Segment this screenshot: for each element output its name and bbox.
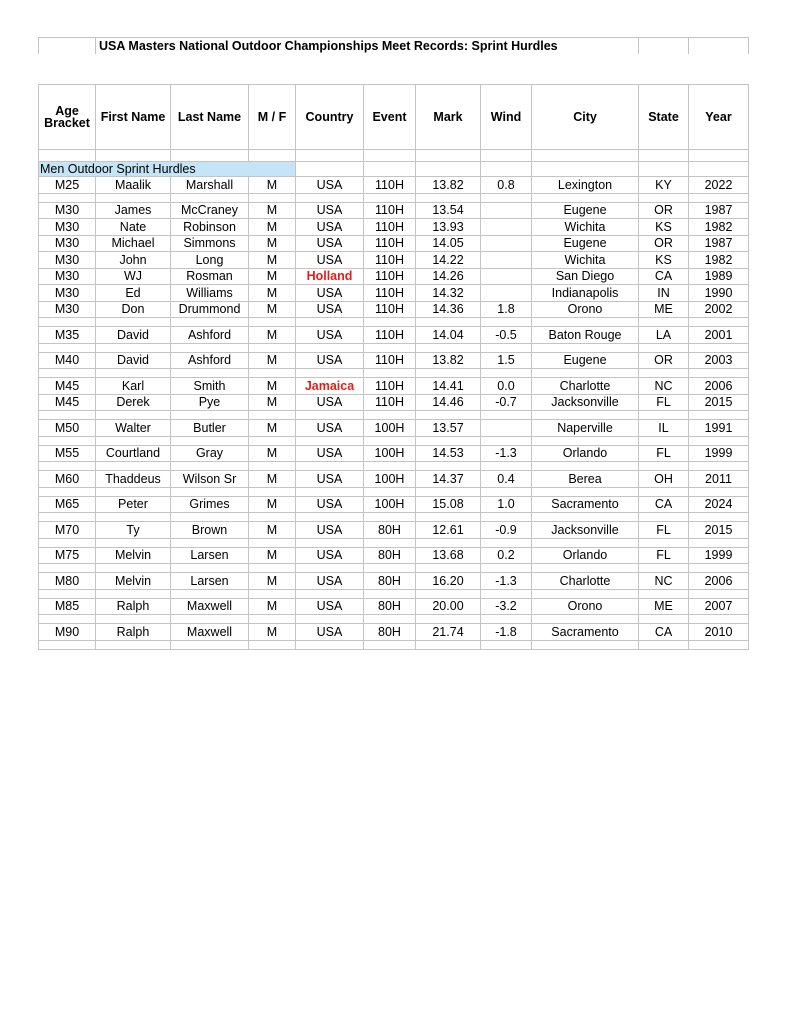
cell-wind: 1.8: [481, 301, 532, 318]
cell-first-name: Maalik: [96, 177, 171, 194]
cell-age-bracket: M30: [39, 301, 96, 318]
cell-state: FL: [639, 522, 689, 539]
record-row: [39, 547, 749, 564]
record-row: [39, 394, 749, 411]
cell-year: 1991: [689, 420, 749, 437]
cell-age-bracket: M65: [39, 496, 96, 513]
cell-country: USA: [296, 252, 364, 269]
cell-wind: 1.5: [481, 352, 532, 369]
cell-gender: M: [249, 252, 296, 269]
spacer-row: [39, 564, 749, 573]
cell-gender: M: [249, 394, 296, 411]
cell-gender: M: [249, 177, 296, 194]
cell-last-name: Brown: [171, 522, 249, 539]
cell-city: Eugene: [532, 202, 639, 219]
cell-wind: -0.7: [481, 394, 532, 411]
cell-last-name: Ashford: [171, 327, 249, 344]
cell-mark: 13.57: [416, 420, 481, 437]
cell-city: Orlando: [532, 547, 639, 564]
cell-event: 100H: [364, 471, 416, 488]
cell-first-name: Nate: [96, 219, 171, 236]
header-row: [39, 85, 749, 150]
cell-year: 2015: [689, 394, 749, 411]
spacer-row: [39, 513, 749, 522]
record-row: [39, 624, 749, 641]
cell-country: USA: [296, 547, 364, 564]
cell-country: USA: [296, 235, 364, 252]
spacer-row: [39, 411, 749, 420]
cell-last-name: Larsen: [171, 547, 249, 564]
cell-year: 2010: [689, 624, 749, 641]
record-row: [39, 235, 749, 252]
cell-event: 80H: [364, 598, 416, 615]
cell-country: USA: [296, 301, 364, 318]
cell-event: 80H: [364, 522, 416, 539]
cell-age-bracket: M70: [39, 522, 96, 539]
cell-gender: M: [249, 327, 296, 344]
cell-city: Orono: [532, 301, 639, 318]
cell-age-bracket: M30: [39, 219, 96, 236]
cell-state: NC: [639, 378, 689, 395]
records-table: [38, 84, 749, 650]
cell-age-bracket: M30: [39, 285, 96, 302]
header-city: City: [532, 85, 639, 150]
cell-last-name: Maxwell: [171, 624, 249, 641]
cell-year: 1999: [689, 547, 749, 564]
cell-event: 110H: [364, 268, 416, 285]
cell-wind: [481, 235, 532, 252]
cell-gender: M: [249, 420, 296, 437]
cell-year: 1982: [689, 219, 749, 236]
cell-mark: 13.68: [416, 547, 481, 564]
cell-gender: M: [249, 522, 296, 539]
record-row: [39, 471, 749, 488]
cell-event: 110H: [364, 352, 416, 369]
cell-country: USA: [296, 522, 364, 539]
cell-last-name: Long: [171, 252, 249, 269]
cell-age-bracket: M35: [39, 327, 96, 344]
cell-last-name: Simmons: [171, 235, 249, 252]
cell-wind: 0.0: [481, 378, 532, 395]
cell-gender: M: [249, 445, 296, 462]
cell-first-name: Peter: [96, 496, 171, 513]
cell-city: Naperville: [532, 420, 639, 437]
record-row: [39, 573, 749, 590]
cell-age-bracket: M45: [39, 394, 96, 411]
cell-state: FL: [639, 445, 689, 462]
cell-city: Charlotte: [532, 573, 639, 590]
cell-country: USA: [296, 177, 364, 194]
cell-gender: M: [249, 573, 296, 590]
cell-last-name: Drummond: [171, 301, 249, 318]
cell-wind: [481, 285, 532, 302]
cell-year: 1989: [689, 268, 749, 285]
cell-gender: M: [249, 301, 296, 318]
cell-state: NC: [639, 573, 689, 590]
cell-state: ME: [639, 598, 689, 615]
header-age-bracket: Age Bracket: [39, 85, 96, 150]
cell-state: CA: [639, 496, 689, 513]
cell-first-name: Ty: [96, 522, 171, 539]
cell-last-name: Larsen: [171, 573, 249, 590]
record-row: [39, 285, 749, 302]
cell-wind: [481, 268, 532, 285]
cell-year: 2002: [689, 301, 749, 318]
header-mark: Mark: [416, 85, 481, 150]
cell-mark: 12.61: [416, 522, 481, 539]
cell-year: 2022: [689, 177, 749, 194]
cell-country: USA: [296, 420, 364, 437]
cell-mark: 13.54: [416, 202, 481, 219]
cell-wind: [481, 252, 532, 269]
cell-last-name: Williams: [171, 285, 249, 302]
header-country: Country: [296, 85, 364, 150]
cell-mark: 13.82: [416, 177, 481, 194]
cell-event: 110H: [364, 252, 416, 269]
cell-gender: M: [249, 268, 296, 285]
cell-year: 1990: [689, 285, 749, 302]
cell-wind: -0.9: [481, 522, 532, 539]
cell-age-bracket: M30: [39, 202, 96, 219]
cell-event: 100H: [364, 496, 416, 513]
cell-year: 1987: [689, 202, 749, 219]
cell-state: CA: [639, 624, 689, 641]
cell-gender: M: [249, 378, 296, 395]
cell-wind: 0.2: [481, 547, 532, 564]
cell-state: OR: [639, 202, 689, 219]
cell-state: OR: [639, 352, 689, 369]
cell-first-name: Ralph: [96, 598, 171, 615]
cell-mark: 14.46: [416, 394, 481, 411]
cell-country: USA: [296, 285, 364, 302]
cell-mark: 15.08: [416, 496, 481, 513]
cell-first-name: Melvin: [96, 573, 171, 590]
cell-last-name: Butler: [171, 420, 249, 437]
cell-event: 110H: [364, 394, 416, 411]
cell-first-name: Ed: [96, 285, 171, 302]
cell-mark: 16.20: [416, 573, 481, 590]
header-event: Event: [364, 85, 416, 150]
cell-state: FL: [639, 547, 689, 564]
cell-country: USA: [296, 624, 364, 641]
spacer-row: [39, 369, 749, 378]
cell-event: 80H: [364, 624, 416, 641]
cell-mark: 14.05: [416, 235, 481, 252]
header-gender: M / F: [249, 85, 296, 150]
cell-age-bracket: M85: [39, 598, 96, 615]
cell-state: CA: [639, 268, 689, 285]
cell-city: Berea: [532, 471, 639, 488]
cell-last-name: Maxwell: [171, 598, 249, 615]
cell-state: KY: [639, 177, 689, 194]
cell-last-name: Robinson: [171, 219, 249, 236]
cell-age-bracket: M30: [39, 268, 96, 285]
cell-mark: 14.41: [416, 378, 481, 395]
title-spacer-state: [639, 38, 689, 55]
cell-age-bracket: M50: [39, 420, 96, 437]
cell-wind: -1.8: [481, 624, 532, 641]
cell-age-bracket: M40: [39, 352, 96, 369]
cell-gender: M: [249, 285, 296, 302]
cell-first-name: David: [96, 327, 171, 344]
section-label: Men Outdoor Sprint Hurdles: [39, 162, 296, 177]
record-row: [39, 445, 749, 462]
cell-age-bracket: M30: [39, 252, 96, 269]
cell-state: OR: [639, 235, 689, 252]
cell-first-name: Courtland: [96, 445, 171, 462]
cell-last-name: Marshall: [171, 177, 249, 194]
cell-city: Eugene: [532, 352, 639, 369]
record-row: [39, 301, 749, 318]
cell-mark: 20.00: [416, 598, 481, 615]
record-row: [39, 378, 749, 395]
cell-city: Indianapolis: [532, 285, 639, 302]
cell-gender: M: [249, 219, 296, 236]
cell-state: FL: [639, 394, 689, 411]
cell-event: 110H: [364, 202, 416, 219]
record-row: [39, 177, 749, 194]
cell-city: Jacksonville: [532, 394, 639, 411]
cell-last-name: McCraney: [171, 202, 249, 219]
record-row: [39, 219, 749, 236]
cell-wind: -3.2: [481, 598, 532, 615]
cell-event: 100H: [364, 420, 416, 437]
cell-mark: 14.26: [416, 268, 481, 285]
cell-gender: M: [249, 624, 296, 641]
cell-first-name: Michael: [96, 235, 171, 252]
cell-event: 80H: [364, 547, 416, 564]
spacer-row: [39, 487, 749, 496]
cell-last-name: Rosman: [171, 268, 249, 285]
cell-city: Jacksonville: [532, 522, 639, 539]
cell-first-name: Derek: [96, 394, 171, 411]
cell-mark: 14.22: [416, 252, 481, 269]
cell-mark: 14.36: [416, 301, 481, 318]
cell-year: 1999: [689, 445, 749, 462]
cell-country: USA: [296, 352, 364, 369]
record-row: [39, 252, 749, 269]
cell-country: USA: [296, 573, 364, 590]
cell-age-bracket: M80: [39, 573, 96, 590]
cell-mark: 14.37: [416, 471, 481, 488]
cell-first-name: John: [96, 252, 171, 269]
cell-first-name: Ralph: [96, 624, 171, 641]
cell-wind: 0.4: [481, 471, 532, 488]
cell-city: Orlando: [532, 445, 639, 462]
cell-mark: 14.53: [416, 445, 481, 462]
cell-event: 110H: [364, 378, 416, 395]
header-wind: Wind: [481, 85, 532, 150]
spacer-row: [39, 193, 749, 202]
spacer-row: [39, 343, 749, 352]
cell-gender: M: [249, 235, 296, 252]
cell-last-name: Pye: [171, 394, 249, 411]
cell-year: 2024: [689, 496, 749, 513]
cell-state: OH: [639, 471, 689, 488]
spacer-row: [39, 589, 749, 598]
cell-mark: 13.93: [416, 219, 481, 236]
cell-age-bracket: M25: [39, 177, 96, 194]
cell-last-name: Wilson Sr: [171, 471, 249, 488]
cell-wind: [481, 420, 532, 437]
cell-first-name: Thaddeus: [96, 471, 171, 488]
cell-age-bracket: M90: [39, 624, 96, 641]
record-row: [39, 598, 749, 615]
cell-gender: M: [249, 496, 296, 513]
cell-state: KS: [639, 219, 689, 236]
section-row: [39, 162, 749, 177]
cell-country: Jamaica: [296, 378, 364, 395]
cell-event: 110H: [364, 219, 416, 236]
spacer-row: [39, 436, 749, 445]
cell-year: 2003: [689, 352, 749, 369]
cell-age-bracket: M60: [39, 471, 96, 488]
cell-last-name: Smith: [171, 378, 249, 395]
cell-year: 1987: [689, 235, 749, 252]
cell-wind: -1.3: [481, 573, 532, 590]
record-row: [39, 352, 749, 369]
spacer-row: [39, 615, 749, 624]
cell-mark: 21.74: [416, 624, 481, 641]
cell-wind: 1.0: [481, 496, 532, 513]
cell-gender: M: [249, 547, 296, 564]
cell-country: Holland: [296, 268, 364, 285]
cell-country: USA: [296, 202, 364, 219]
cell-city: Sacramento: [532, 624, 639, 641]
cell-last-name: Grimes: [171, 496, 249, 513]
cell-first-name: David: [96, 352, 171, 369]
header-year: Year: [689, 85, 749, 150]
cell-country: USA: [296, 327, 364, 344]
record-row: [39, 496, 749, 513]
cell-mark: 14.04: [416, 327, 481, 344]
cell-country: USA: [296, 471, 364, 488]
title-spacer-left: [39, 38, 96, 55]
cell-state: IN: [639, 285, 689, 302]
cell-first-name: James: [96, 202, 171, 219]
title-row: [38, 37, 749, 54]
cell-event: 80H: [364, 573, 416, 590]
cell-year: 2011: [689, 471, 749, 488]
cell-wind: -0.5: [481, 327, 532, 344]
header-first-name: First Name: [96, 85, 171, 150]
page-title: USA Masters National Outdoor Championships Meet Records: Sprint Hurdles: [96, 38, 639, 55]
cell-year: 2006: [689, 573, 749, 590]
cell-state: ME: [639, 301, 689, 318]
cell-last-name: Ashford: [171, 352, 249, 369]
cell-first-name: WJ: [96, 268, 171, 285]
spacer-row: [39, 462, 749, 471]
cell-first-name: Karl: [96, 378, 171, 395]
header-state: State: [639, 85, 689, 150]
record-row: [39, 327, 749, 344]
spacer-row: [39, 318, 749, 327]
cell-first-name: Walter: [96, 420, 171, 437]
cell-gender: M: [249, 202, 296, 219]
cell-state: KS: [639, 252, 689, 269]
cell-age-bracket: M75: [39, 547, 96, 564]
cell-first-name: Melvin: [96, 547, 171, 564]
cell-gender: M: [249, 598, 296, 615]
record-row: [39, 268, 749, 285]
cell-country: USA: [296, 598, 364, 615]
cell-year: 2007: [689, 598, 749, 615]
cell-event: 110H: [364, 327, 416, 344]
cell-first-name: Don: [96, 301, 171, 318]
cell-city: San Diego: [532, 268, 639, 285]
cell-city: Lexington: [532, 177, 639, 194]
title-spacer-year: [689, 38, 749, 55]
cell-year: 1982: [689, 252, 749, 269]
cell-state: LA: [639, 327, 689, 344]
cell-age-bracket: M30: [39, 235, 96, 252]
record-row: [39, 420, 749, 437]
cell-year: 2015: [689, 522, 749, 539]
cell-gender: M: [249, 352, 296, 369]
cell-event: 110H: [364, 235, 416, 252]
cell-gender: M: [249, 471, 296, 488]
cell-wind: -1.3: [481, 445, 532, 462]
cell-age-bracket: M55: [39, 445, 96, 462]
cell-wind: [481, 219, 532, 236]
cell-country: USA: [296, 394, 364, 411]
cell-age-bracket: M45: [39, 378, 96, 395]
record-row: [39, 202, 749, 219]
cell-city: Sacramento: [532, 496, 639, 513]
record-row: [39, 522, 749, 539]
cell-event: 110H: [364, 177, 416, 194]
cell-year: 2006: [689, 378, 749, 395]
cell-year: 2001: [689, 327, 749, 344]
spacer-row: [39, 640, 749, 649]
cell-event: 110H: [364, 285, 416, 302]
spacer-row: [39, 538, 749, 547]
cell-city: Wichita: [532, 219, 639, 236]
cell-city: Eugene: [532, 235, 639, 252]
cell-state: IL: [639, 420, 689, 437]
cell-mark: 13.82: [416, 352, 481, 369]
header-last-name: Last Name: [171, 85, 249, 150]
cell-event: 110H: [364, 301, 416, 318]
cell-wind: 0.8: [481, 177, 532, 194]
cell-wind: [481, 202, 532, 219]
cell-event: 100H: [364, 445, 416, 462]
cell-country: USA: [296, 219, 364, 236]
cell-mark: 14.32: [416, 285, 481, 302]
cell-country: USA: [296, 496, 364, 513]
cell-city: Orono: [532, 598, 639, 615]
cell-city: Baton Rouge: [532, 327, 639, 344]
spacer-row: [39, 150, 749, 162]
cell-last-name: Gray: [171, 445, 249, 462]
cell-country: USA: [296, 445, 364, 462]
cell-city: Wichita: [532, 252, 639, 269]
cell-city: Charlotte: [532, 378, 639, 395]
